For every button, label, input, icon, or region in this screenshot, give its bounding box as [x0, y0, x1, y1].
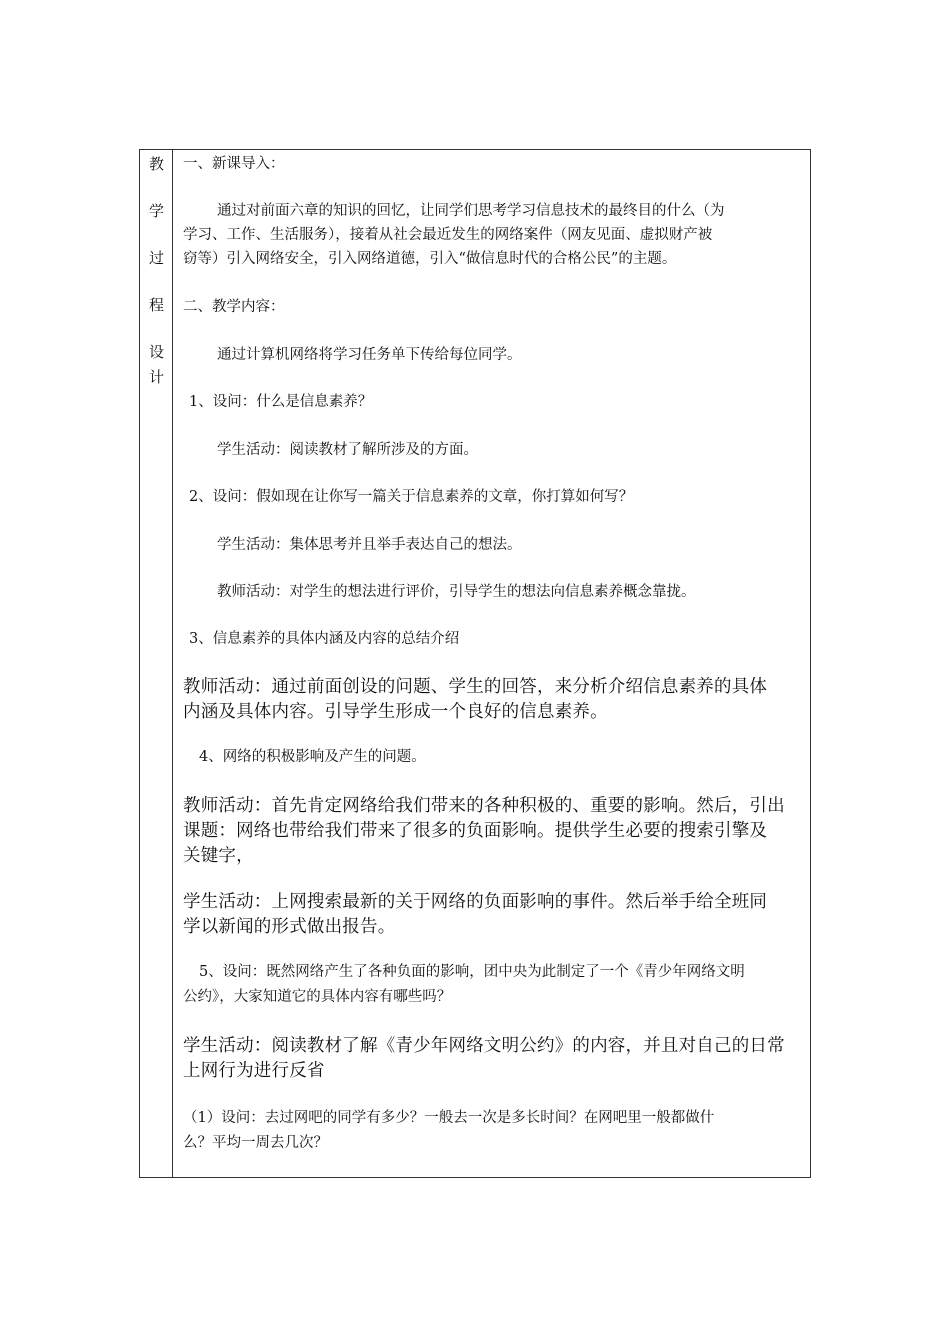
activity-line: 上网行为进行反省	[183, 1061, 325, 1081]
paragraph-line: 学习、工作、生活服务），接着从社会最近发生的网络案件（网友见面、虚拟财产被	[183, 227, 713, 243]
side-label-char: 程	[148, 296, 164, 314]
side-label-char: 过	[148, 249, 164, 267]
side-label-char: 学	[148, 202, 164, 220]
lesson-table	[139, 149, 811, 1178]
paragraph-line: 窃等）引入网络安全，引入网络道德，引入“做信息时代的合格公民”的主题。	[183, 251, 677, 267]
activity-line: 学生活动：上网搜索最新的关于网络的负面影响的事件。然后举手给全班同	[183, 892, 768, 912]
activity-line: 学生活动：阅读教材了解《青少年网络文明公约》的内容，并且对自己的日常	[183, 1036, 785, 1056]
activity-line: 课题：网络也带给我们带来了很多的负面影响。提供学生必要的搜索引擎及	[183, 821, 768, 841]
activity-line: 教师活动：通过前面创设的问题、学生的回答，来分析介绍信息素养的具体	[183, 677, 768, 697]
activity-line: 学生活动：集体思考并且举手表达自己的想法。	[217, 537, 522, 553]
activity-line: 关键字，	[183, 846, 254, 866]
activity-line: 内涵及具体内容。引导学生形成一个良好的信息素养。	[183, 702, 608, 722]
question-line: 公约》，大家知道它的具体内容有哪些吗？	[183, 989, 452, 1005]
side-label-char: 设	[148, 343, 164, 361]
activity-line: 学生活动：阅读教材了解所涉及的方面。	[217, 442, 478, 458]
paragraph-line: 通过计算机网络将学习任务单下传给每位同学。	[217, 347, 522, 363]
activity-line: 教师活动：对学生的想法进行评价，引导学生的想法向信息素养概念靠拢。	[217, 584, 696, 600]
activity-line: 教师活动：首先肯定网络给我们带来的各种积极的、重要的影响。然后，引出	[183, 796, 785, 816]
content-cell	[173, 150, 810, 1177]
activity-line: 学以新闻的形式做出报告。	[183, 917, 396, 937]
question-line: 3、信息素养的具体内涵及内容的总结介绍	[189, 631, 460, 647]
section-heading: 二、教学内容：	[183, 299, 285, 315]
question-line: 2、设问：假如现在让你写一篇关于信息素养的文章，你打算如何写？	[189, 489, 634, 505]
section-label-column	[140, 150, 173, 1177]
question-line: 1、设问：什么是信息素养？	[189, 394, 373, 410]
side-label-char: 计	[148, 368, 164, 386]
section-heading: 一、新课导入：	[183, 156, 285, 172]
question-line: 么？平均一周去几次？	[183, 1135, 328, 1151]
question-line: 5、设问：既然网络产生了各种负面的影响，团中央为此制定了一个《青少年网络文明	[199, 964, 745, 980]
question-line: 4、网络的积极影响及产生的问题。	[199, 749, 426, 765]
side-label-char: 教	[148, 155, 164, 173]
question-line: （1）设问：去过网吧的同学有多少？一般去一次是多长时间？在网吧里一般都做什	[183, 1110, 715, 1126]
paragraph-line: 通过对前面六章的知识的回忆，让同学们思考学习信息技术的最终目的什么（为	[217, 203, 725, 219]
